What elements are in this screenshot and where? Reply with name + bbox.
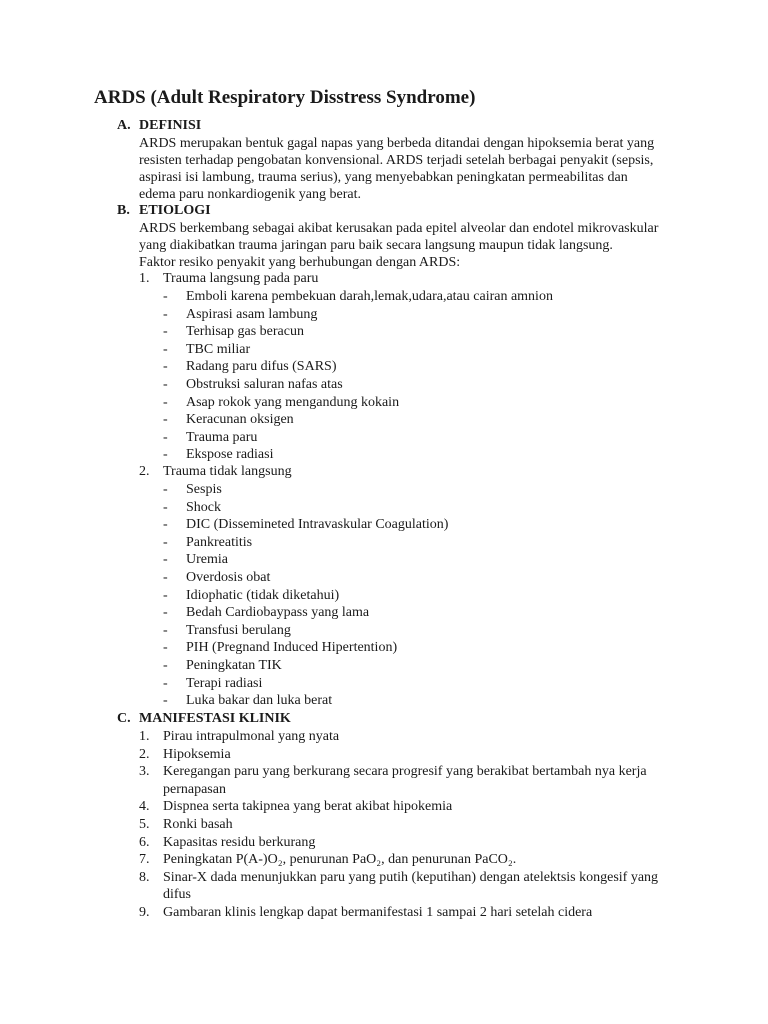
list-bullet-dash: - bbox=[163, 675, 168, 691]
paragraph-line: ARDS merupakan bentuk gagal napas yang berbeda ditandai dengan hipoksemia berat yang bbox=[139, 136, 655, 151]
list-item: Terhisap gas beracun bbox=[186, 324, 304, 340]
list-bullet-dash: - bbox=[163, 587, 168, 603]
list-bullet-dash: - bbox=[163, 499, 168, 515]
risk-group-number: 2. bbox=[139, 464, 150, 479]
list-bullet-dash: - bbox=[163, 605, 168, 621]
list-bullet-dash: - bbox=[163, 429, 168, 445]
list-item: Keregangan paru yang berkurang secara progresif yang berakibat bertambah nya kerja bbox=[163, 764, 647, 780]
list-bullet-dash: - bbox=[163, 693, 168, 709]
list-number: 6. bbox=[139, 834, 150, 850]
section-b-letter: B. bbox=[117, 203, 130, 218]
section-a-paragraph bbox=[139, 135, 679, 203]
list-bullet-dash: - bbox=[163, 359, 168, 375]
list-item: Ekspose radiasi bbox=[186, 447, 274, 463]
section-b-heading: ETIOLOGI bbox=[139, 203, 211, 218]
list-item: Overdosis obat bbox=[186, 570, 271, 585]
list-item: pernapasan bbox=[163, 781, 226, 797]
list-item: PIH (Pregnand Induced Hipertention) bbox=[186, 640, 398, 656]
list-item: Trauma paru bbox=[186, 429, 258, 445]
list-bullet-dash: - bbox=[163, 447, 168, 463]
list-item: Terapi radiasi bbox=[186, 675, 263, 691]
list-number: 3. bbox=[139, 764, 150, 780]
list-bullet-dash: - bbox=[163, 341, 168, 357]
paragraph-line: edema paru nonkardiogenik yang berat. bbox=[139, 187, 361, 202]
list-number: 8. bbox=[139, 869, 150, 885]
list-item: Obstruksi saluran nafas atas bbox=[186, 377, 343, 392]
list-number: 4. bbox=[139, 799, 150, 815]
risk-group-label: Trauma langsung pada paru bbox=[163, 271, 319, 286]
list-number: 1. bbox=[139, 729, 150, 744]
list-bullet-dash: - bbox=[163, 622, 168, 638]
list-item: Transfusi berulang bbox=[186, 622, 291, 638]
section-c-heading: MANIFESTASI KLINIK bbox=[139, 711, 291, 726]
list-item: Aspirasi asam lambung bbox=[186, 306, 318, 322]
list-number: 7. bbox=[139, 852, 150, 868]
section-b-paragraph bbox=[139, 220, 679, 271]
risk-group-label: Trauma tidak langsung bbox=[163, 464, 292, 479]
paragraph-line: Faktor resiko penyakit yang berhubungan dengan ARDS: bbox=[139, 255, 461, 270]
list-item: Uremia bbox=[186, 552, 228, 568]
list-number: 9. bbox=[139, 905, 150, 920]
list-bullet-dash: - bbox=[163, 324, 168, 340]
list-bullet-dash: - bbox=[163, 412, 168, 428]
list-item: Keracunan oksigen bbox=[186, 412, 294, 428]
list-item: Luka bakar dan luka berat bbox=[186, 693, 333, 709]
list-bullet-dash: - bbox=[163, 517, 168, 533]
list-item: Radang paru difus (SARS) bbox=[186, 359, 337, 375]
list-item: Shock bbox=[186, 499, 221, 515]
list-item: Peningkatan P(A-)O₂, penurunan PaO₂, dan penurunan PaCO₂. bbox=[163, 852, 517, 868]
paragraph-line: ARDS berkembang sebagai akibat kerusakan pada epitel alveolar dan endotel mikrovaskular bbox=[139, 221, 659, 236]
list-number: 2. bbox=[139, 746, 150, 762]
list-bullet-dash: - bbox=[163, 377, 168, 392]
list-item: Dispnea serta takipnea yang berat akibat hipokemia bbox=[163, 799, 453, 815]
list-item: difus bbox=[163, 887, 191, 903]
list-bullet-dash: - bbox=[163, 640, 168, 656]
list-item: Hipoksemia bbox=[163, 746, 231, 762]
list-bullet-dash: - bbox=[163, 289, 168, 304]
list-item: Emboli karena pembekuan darah,lemak,udara,atau cairan amnion bbox=[186, 289, 553, 304]
section-a-heading: DEFINISI bbox=[139, 118, 202, 133]
list-item: Pirau intrapulmonal yang nyata bbox=[163, 729, 340, 744]
list-bullet-dash: - bbox=[163, 482, 168, 497]
list-bullet-dash: - bbox=[163, 306, 168, 322]
risk-group-number: 1. bbox=[139, 271, 150, 286]
list-item: DIC (Dissemineted Intravaskular Coagulation) bbox=[186, 517, 449, 533]
list-item: Kapasitas residu berkurang bbox=[163, 834, 316, 850]
list-item: TBC miliar bbox=[186, 341, 251, 357]
list-item: Bedah Cardiobaypass yang lama bbox=[186, 605, 370, 621]
list-bullet-dash: - bbox=[163, 658, 168, 673]
list-bullet-dash: - bbox=[163, 534, 168, 550]
list-item: Sespis bbox=[186, 482, 222, 497]
section-a-letter: A. bbox=[117, 118, 131, 133]
list-bullet-dash: - bbox=[163, 552, 168, 568]
list-item: Ronki basah bbox=[163, 817, 233, 832]
list-item: Pankreatitis bbox=[186, 534, 253, 550]
list-item: Asap rokok yang mengandung kokain bbox=[186, 394, 400, 410]
list-bullet-dash: - bbox=[163, 570, 168, 585]
paragraph-line: yang diakibatkan trauma jaringan paru baik secara langsung maupun tidak langsung. bbox=[139, 238, 613, 253]
document-title: ARDS (Adult Respiratory Disstress Syndrome) bbox=[94, 87, 476, 108]
list-item: Idiophatic (tidak diketahui) bbox=[186, 587, 340, 603]
list-item: Gambaran klinis lengkap dapat bermanifestasi 1 sampai 2 hari setelah cidera bbox=[163, 905, 593, 920]
paragraph-line: resisten terhadap pengobatan konvensional. ARDS terjadi setelah berbagai penyakit (sepsis, bbox=[139, 153, 654, 168]
list-item: Peningkatan TIK bbox=[186, 658, 282, 673]
list-item: Sinar-X dada menunjukkan paru yang putih (keputihan) dengan atelektsis kongesif yang bbox=[163, 869, 659, 885]
section-c-letter: C. bbox=[117, 711, 131, 726]
list-number: 5. bbox=[139, 817, 150, 832]
list-bullet-dash: - bbox=[163, 394, 168, 410]
paragraph-line: aspirasi isi lambung, trauma serius), yang menyebabkan peningkatan permeabilitas dan bbox=[139, 170, 628, 185]
